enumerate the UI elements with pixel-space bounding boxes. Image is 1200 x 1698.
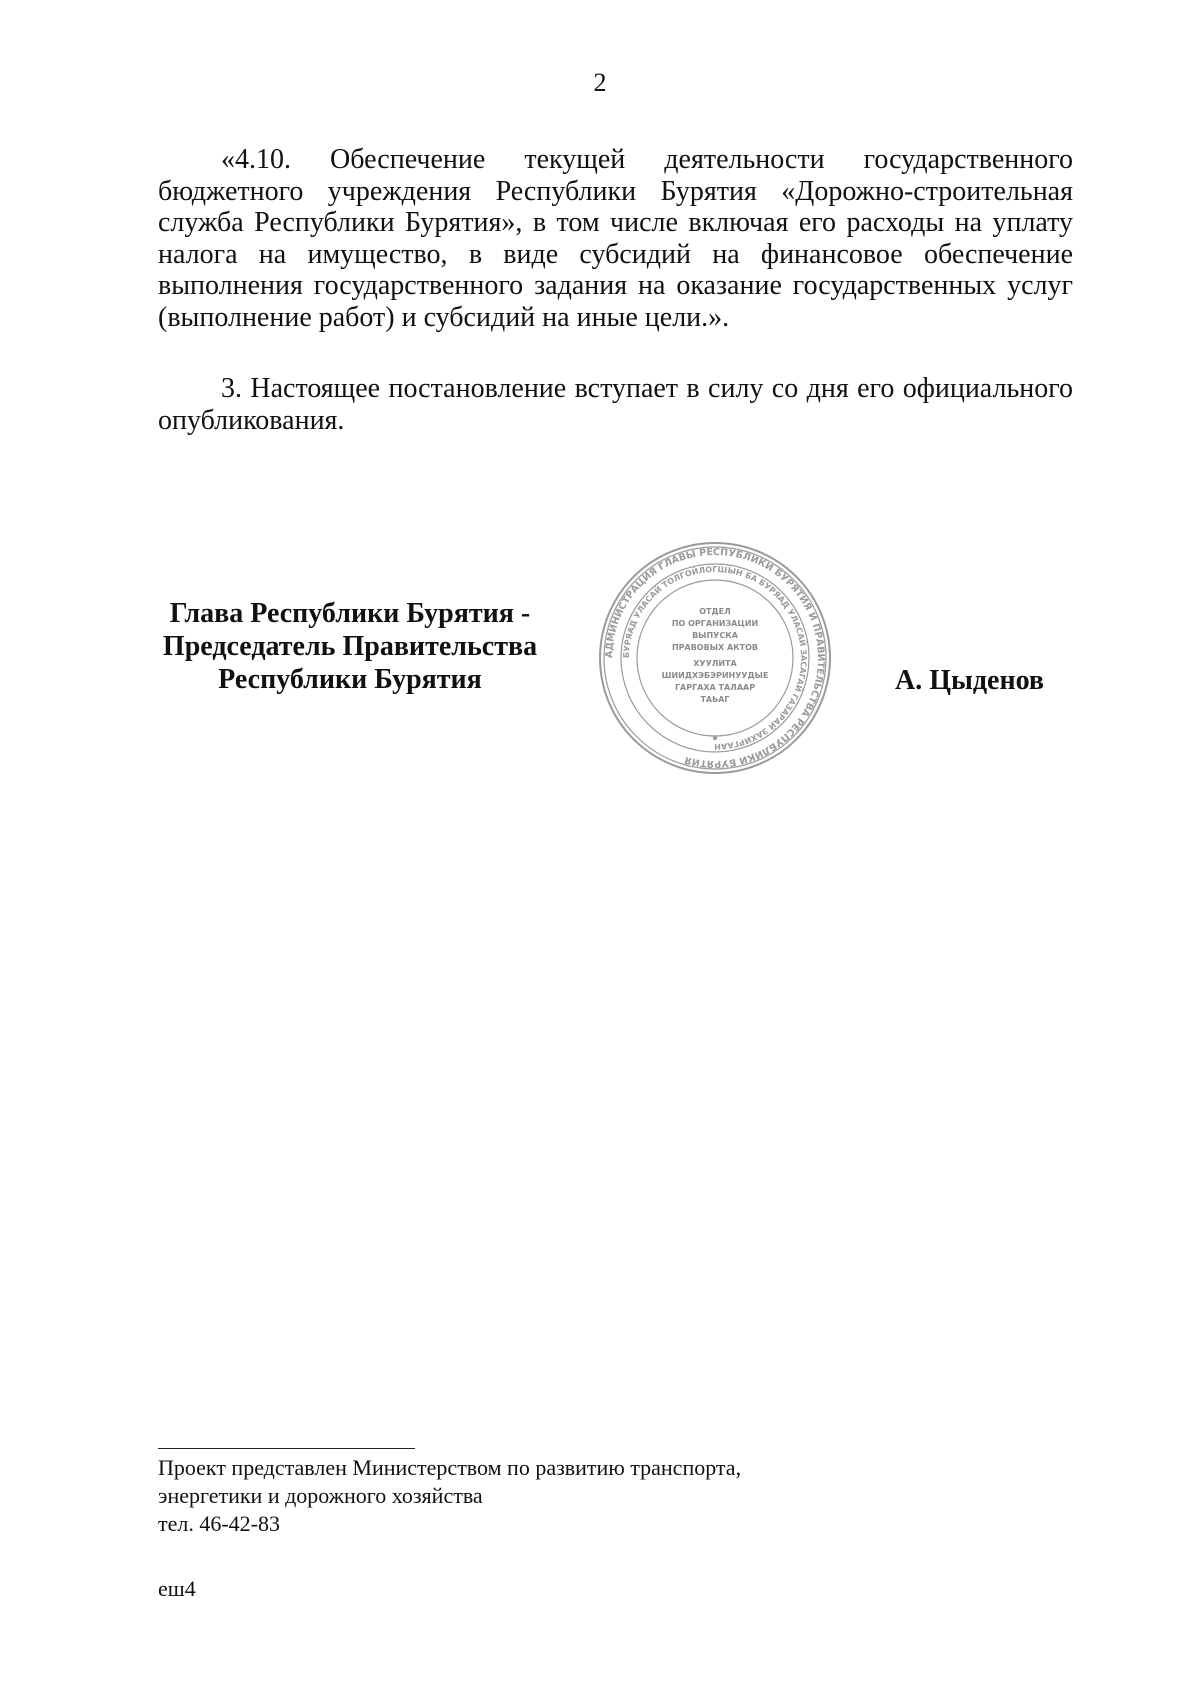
svg-text:БУРЯАД УЛАСАЙ ТОЛГОЙЛОГШЫН БА [622,565,809,751]
seal-center-line: ГАРГАХА ТАЛААР [674,683,756,692]
seal-center-line: ПО ОРГАНИЗАЦИИ [671,619,759,628]
footnote-line: энергетики и дорожного хозяйства [158,1483,483,1508]
footnote-divider [158,1448,415,1449]
signatory-title-line: Председатель Правительства [162,631,538,662]
document-code: еш4 [158,1576,196,1601]
footnote-line: Проект представлен Министерством по развитию транспорта, [158,1455,742,1480]
seal-inner-ring-text: БУРЯАД УЛАСАЙ ТОЛГОЙЛОГШЫН БА БУРЯАД УЛАСАЙ ЗАСАГАЙ ГАЗАРАЙ ЗАХИРГААН [621,564,809,752]
official-seal-stamp [597,540,833,776]
seal-center-line: ШИИДХЭБЭРИНУУДЫЕ [661,671,769,680]
seal-center-line: ТАЬАГ [700,695,730,704]
seal-center-line: ВЫПУСКА [692,631,738,640]
signatory-name: А. Цыденов [895,665,1045,696]
seal-center-line: ХУУЛИТА [693,659,737,668]
signatory-title [145,597,555,696]
seal-center-line: ПРАВОВЫХ АКТОВ [671,643,759,652]
paragraph-entry-into-force: 3. Настоящее постановление вступает в силу со дня его официального опубликования. [158,373,1073,436]
paragraph-amendment-4-10: «4.10. Обеспечение текущей деятельности государственного бюджетного учреждения Республики Бурятия «Дорожно-строительная служба Республики Бурятия», в том числе включая его расходы на уплату налога на имущество, в виде субсидий на финансовое обеспечение выполнения государственного задания на оказание государственных услуг (выполнение работ) и субсидий на иные цели.». [158,144,1073,333]
footnote-phone: тел. 46-42-83 [158,1511,281,1536]
footnote [158,1454,958,1538]
signatory-title-line: Глава Республики Бурятия - [169,598,531,629]
seal-outer-text: АДМИНИСТРАЦИЯ ГЛАВЫ РЕСПУБЛИКИ БУРЯТИЯ И ПРАВИТЕЛЬСТВА РЕСПУБЛИКИ БУРЯТИЯ [603,546,827,770]
signatory-title-line: Республики Бурятия [218,664,482,695]
page-number: 2 [593,68,607,97]
seal-dot-icon [713,736,717,740]
seal-center-line: ОТДЕЛ [699,607,731,616]
